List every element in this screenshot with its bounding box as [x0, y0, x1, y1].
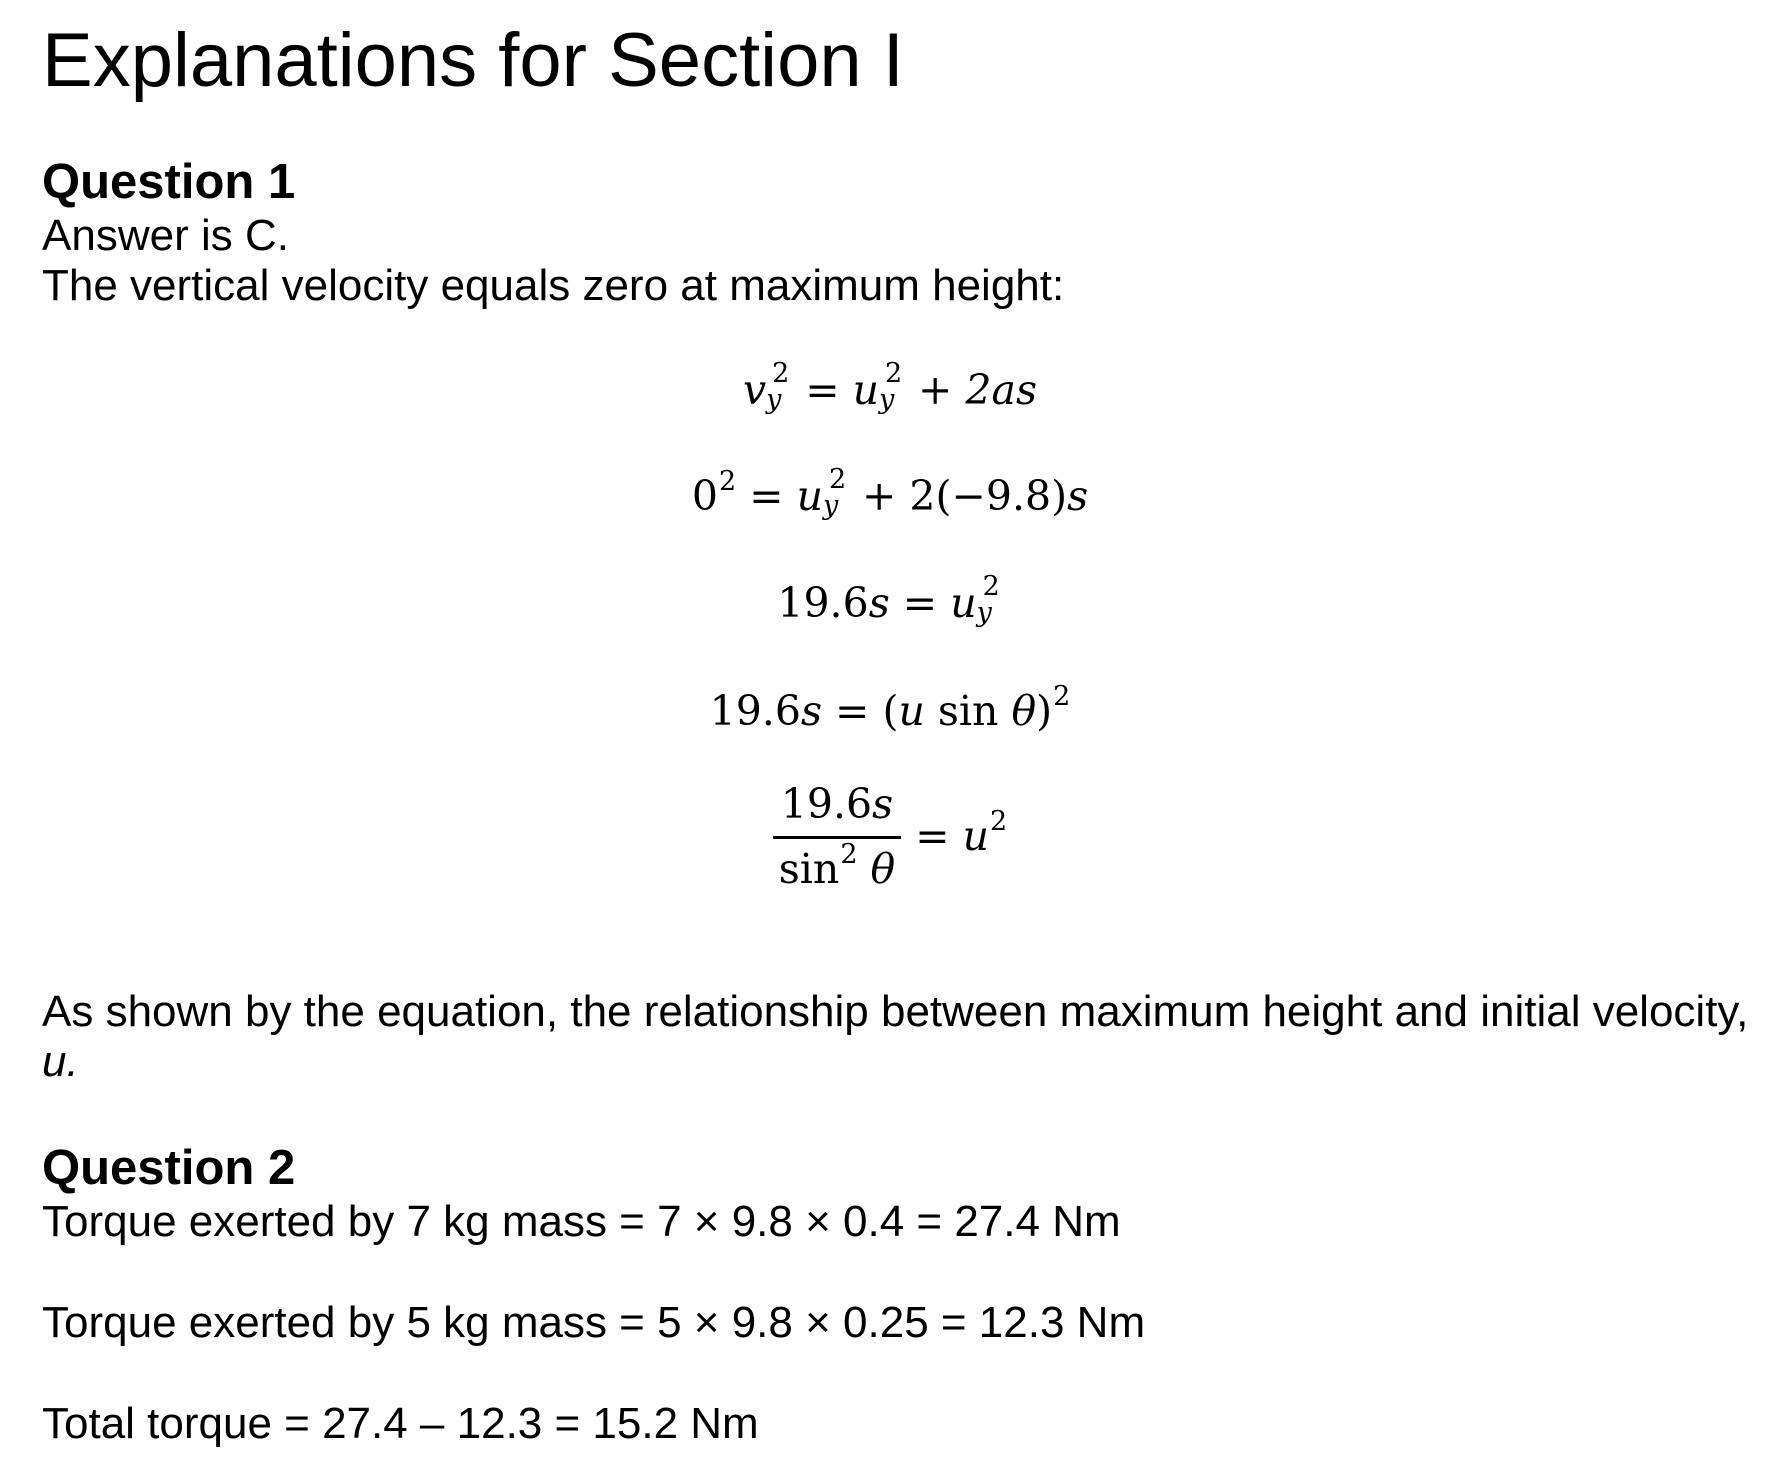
equation-5-den-sup: 2 — [840, 839, 858, 870]
equation-5 — [0, 776, 1780, 903]
equation-1-lhs-sup: 2 — [772, 358, 790, 389]
equation-2-rhs-sub: y — [823, 490, 839, 521]
equation-2-lhs: 0 — [691, 472, 718, 520]
equation-5-den-theta: θ — [870, 845, 896, 893]
equation-3-rhs-var: u — [950, 579, 977, 627]
equation-2-equals: = — [749, 472, 784, 520]
question-1-intro: The vertical velocity equals zero at maximum height: — [42, 261, 1065, 310]
equation-1-lhs-var: v — [742, 366, 767, 414]
equation-4-lhs-num: 19.6 — [709, 687, 801, 735]
question-1-conclusion: As shown by the equation, the relationship between maximum height and initial velocity, — [42, 987, 1749, 1036]
question-1-conclusion-variable: u. — [42, 1037, 79, 1086]
equation-1-rhs-rest: + 2as — [918, 366, 1038, 414]
equation-1-rhs-subsup — [879, 358, 905, 415]
question-2-heading: Question 2 — [42, 1141, 296, 1195]
equation-2-rhs-end: s — [1067, 472, 1089, 520]
equation-2-rhs-rest: + 2(−9.8) — [862, 472, 1068, 520]
equation-4 — [0, 683, 1780, 745]
equation-3-rhs-sub: y — [976, 597, 992, 628]
equation-4-rhs-sup: 2 — [1053, 681, 1071, 712]
equation-1-equals: = — [805, 366, 840, 414]
question-2-line-3: Total torque = 27.4 – 12.3 = 15.2 Nm — [42, 1399, 759, 1448]
equation-3-lhs-num: 19.6 — [777, 579, 869, 627]
equation-2 — [0, 464, 1780, 530]
equation-5-fraction — [773, 776, 901, 903]
question-2-line-1: Torque exerted by 7 kg mass = 7 × 9.8 × 0.4 = 27.4 Nm — [42, 1197, 1121, 1246]
equation-3 — [0, 571, 1780, 631]
equation-1-rhs-var: u — [852, 366, 879, 414]
equation-3-equals: = — [902, 579, 938, 627]
equation-5-num-var: s — [872, 780, 894, 828]
question-1-answer: Answer is C. — [42, 211, 289, 260]
equation-3-lhs-var: s — [868, 579, 890, 627]
equation-5-numerator — [773, 776, 901, 839]
equation-4-open-paren: ( — [882, 687, 899, 735]
equation-1 — [0, 358, 1780, 418]
equation-5-num-value: 19.6 — [780, 780, 873, 828]
equation-3-rhs-subsup — [976, 571, 1003, 628]
equation-5-den-fn: sin — [778, 845, 840, 893]
equation-2-lhs-sup: 2 — [718, 466, 737, 497]
equation-4-theta: θ — [1011, 687, 1037, 735]
equation-5-rhs-var: u — [962, 812, 990, 860]
equation-4-sin: sin — [924, 687, 1012, 735]
page-title: Explanations for Section I — [42, 18, 904, 103]
equation-1-lhs-sub: y — [766, 384, 782, 415]
question-1-heading: Question 1 — [42, 155, 296, 209]
equation-2-rhs-subsup — [823, 464, 849, 521]
equation-1-rhs-sub: y — [879, 384, 895, 415]
equation-1-lhs-subsup — [766, 358, 792, 415]
equation-4-lhs-var: s — [800, 687, 822, 735]
equation-2-rhs-var: u — [796, 472, 823, 520]
equation-2-rhs-sup: 2 — [829, 464, 847, 495]
equation-4-equals: = — [835, 687, 870, 735]
equation-4-rhs-var: u — [898, 687, 925, 735]
equation-3-rhs-sup: 2 — [982, 571, 1000, 602]
equation-1-rhs-sup: 2 — [885, 358, 903, 389]
equation-5-equals: = — [915, 812, 950, 860]
question-2-line-2: Torque exerted by 5 kg mass = 5 × 9.8 × 0.25 = 12.3 Nm — [42, 1298, 1146, 1347]
equation-5-denominator — [773, 839, 901, 903]
equation-4-close-paren: ) — [1036, 687, 1053, 735]
equation-5-rhs-sup: 2 — [990, 806, 1008, 837]
